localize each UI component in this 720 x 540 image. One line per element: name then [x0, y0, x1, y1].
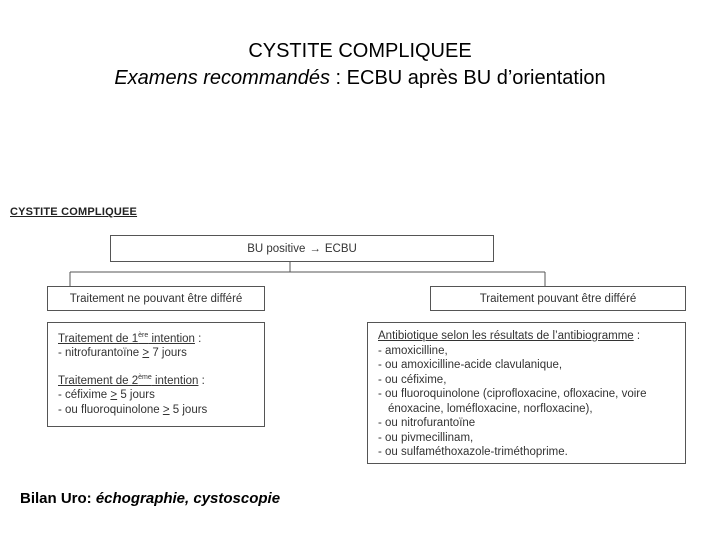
antibiotic-item: - ou céfixime,: [378, 373, 675, 388]
second-line-item: - ou fluoroquinolone > 5 jours: [58, 403, 254, 418]
bu-positive-label: BU positive: [247, 242, 306, 255]
second-line-heading: Traitement de 2ème intention :: [58, 373, 205, 387]
antibiotic-item: - amoxicilline,: [378, 344, 675, 359]
antibiotic-item: - ou fluoroquinolone (ciprofloxacine, ofloxacine, voire: [378, 387, 675, 402]
section-title: CYSTITE COMPLIQUEE: [10, 206, 138, 218]
subtitle-rest: : ECBU après BU d’orientation: [329, 67, 606, 89]
right-branch-box: [430, 286, 686, 311]
first-line-heading: Traitement de 1ère intention :: [58, 332, 202, 345]
bilan-text: échographie, cystoscopie: [91, 490, 281, 507]
left-branch-box: [47, 286, 265, 311]
left-treatment-box: [47, 322, 265, 427]
arrow-right-icon: →: [309, 242, 321, 255]
antibiotic-item: - ou pivmecillinam,: [378, 431, 675, 446]
antibiotic-item-continuation: énoxacine, loméfloxacine, norfloxacine),: [388, 402, 593, 415]
right-branch-label: Traitement pouvant être différé: [479, 292, 637, 305]
slide-title-main: CYSTITE COMPLIQUEE: [248, 40, 472, 62]
subtitle-italic: Examens recommandés: [114, 67, 330, 89]
ecbu-label: ECBU: [324, 242, 357, 255]
antibiotic-item: - ou sulfaméthoxazole-triméthoprime.: [378, 445, 675, 460]
antibiotic-item: - ou amoxicilline-acide clavulanique,: [378, 358, 675, 373]
antibiotic-item: - ou nitrofurantoïne: [378, 416, 675, 431]
first-line-item: - nitrofurantoïne > 7 jours: [58, 346, 254, 361]
bu-ecbu-box: [110, 235, 494, 262]
antibiogram-heading: Antibiotique selon les résultats de l’antibiogramme :: [378, 330, 641, 342]
right-treatment-box: [367, 322, 686, 464]
left-branch-label: Traitement ne pouvant être différé: [69, 292, 243, 305]
bilan-uro-note: [20, 490, 280, 507]
bilan-label: Bilan Uro:: [20, 490, 92, 507]
second-line-item: - céfixime > 5 jours: [58, 388, 254, 403]
